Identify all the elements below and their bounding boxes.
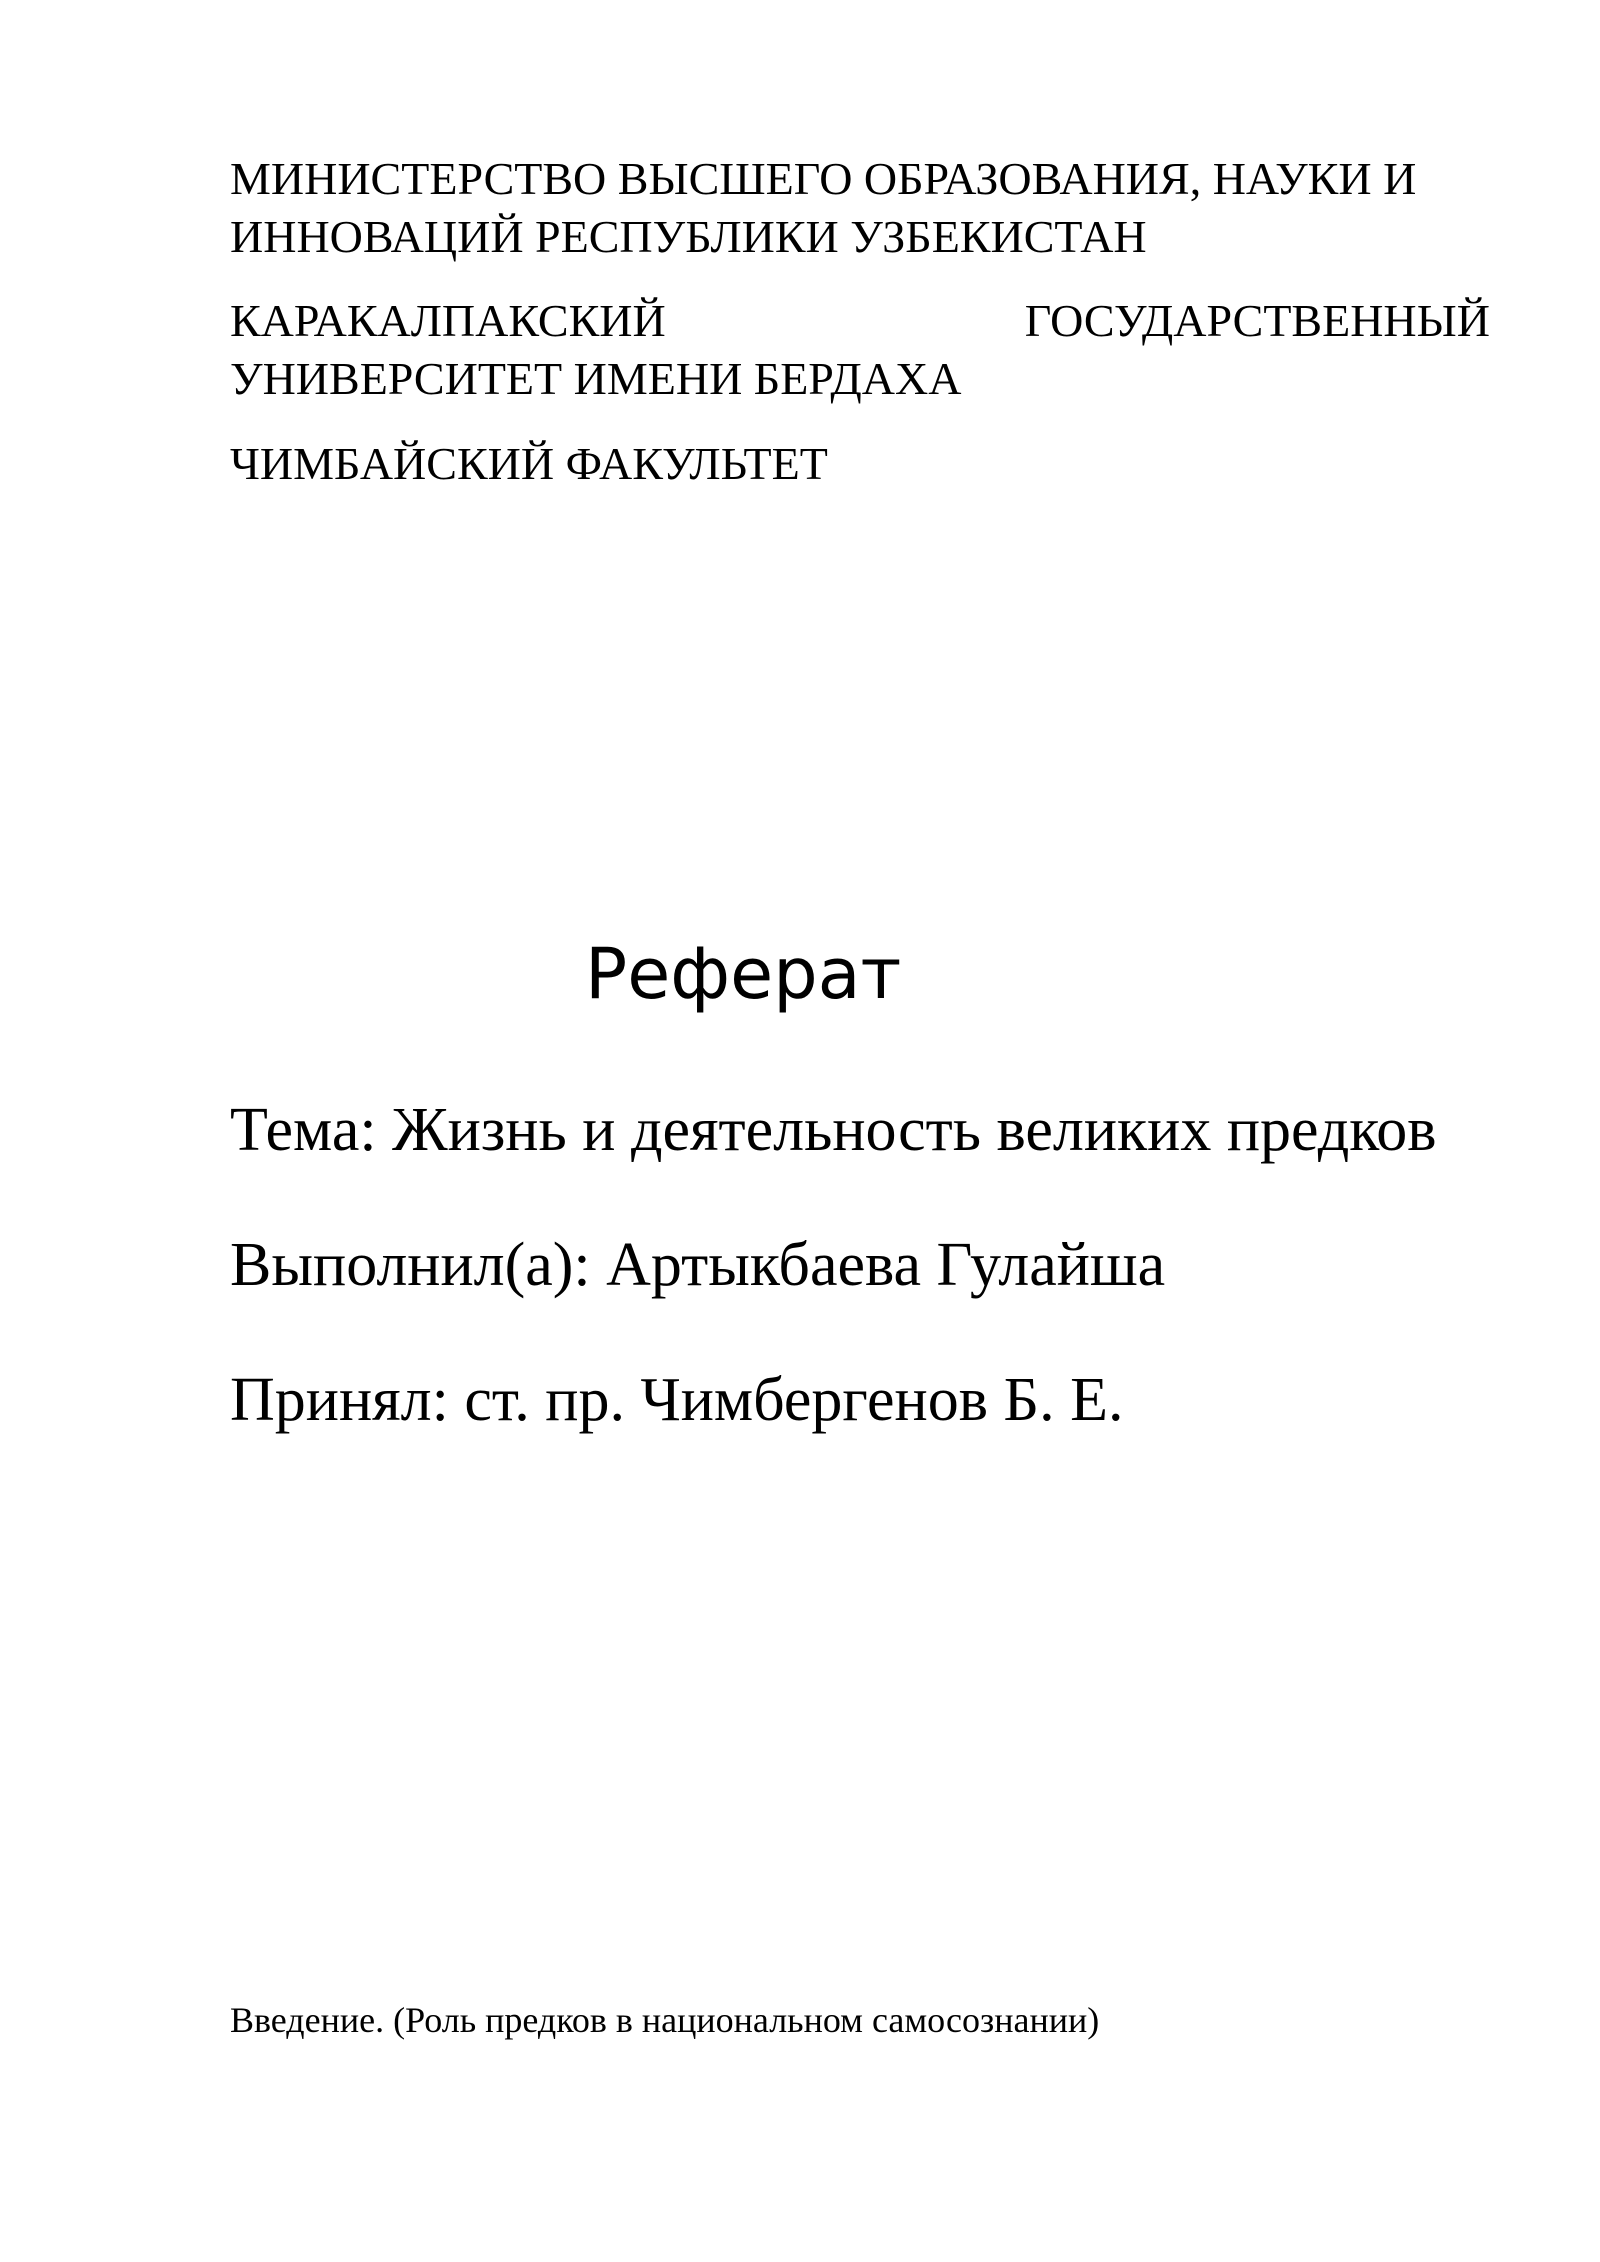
topic-line: Тема: Жизнь и деятельность великих предков (230, 1096, 1437, 1164)
university-line-2: УНИВЕРСИТЕТ ИМЕНИ БЕРДАХА (230, 353, 962, 404)
author-line: Выполнил(а): Артыкбаева Гулайша (230, 1231, 1166, 1299)
university-word-right: ГОСУДАРСТВЕННЫЙ (1024, 295, 1490, 346)
reviewer-line: Принял: ст. пр. Чимбергенов Б. Е. (230, 1366, 1124, 1434)
university-heading (230, 292, 1490, 408)
university-word-left: КАРАКАЛПАКСКИЙ (230, 295, 666, 346)
university-line-1 (230, 292, 1490, 350)
ministry-line-2: ИННОВАЦИЙ РЕСПУБЛИКИ УЗБЕКИСТАН (230, 211, 1147, 262)
ministry-heading (230, 150, 1490, 266)
document-title: Реферат (585, 933, 902, 1015)
introduction-line: Введение. (Роль предков в национальном самосознании) (230, 2000, 1100, 2040)
faculty-heading: ЧИМБАЙСКИЙ ФАКУЛЬТЕТ (230, 438, 828, 489)
ministry-line-1: МИНИСТЕРСТВО ВЫСШЕГО ОБРАЗОВАНИЯ, НАУКИ И (230, 153, 1417, 204)
